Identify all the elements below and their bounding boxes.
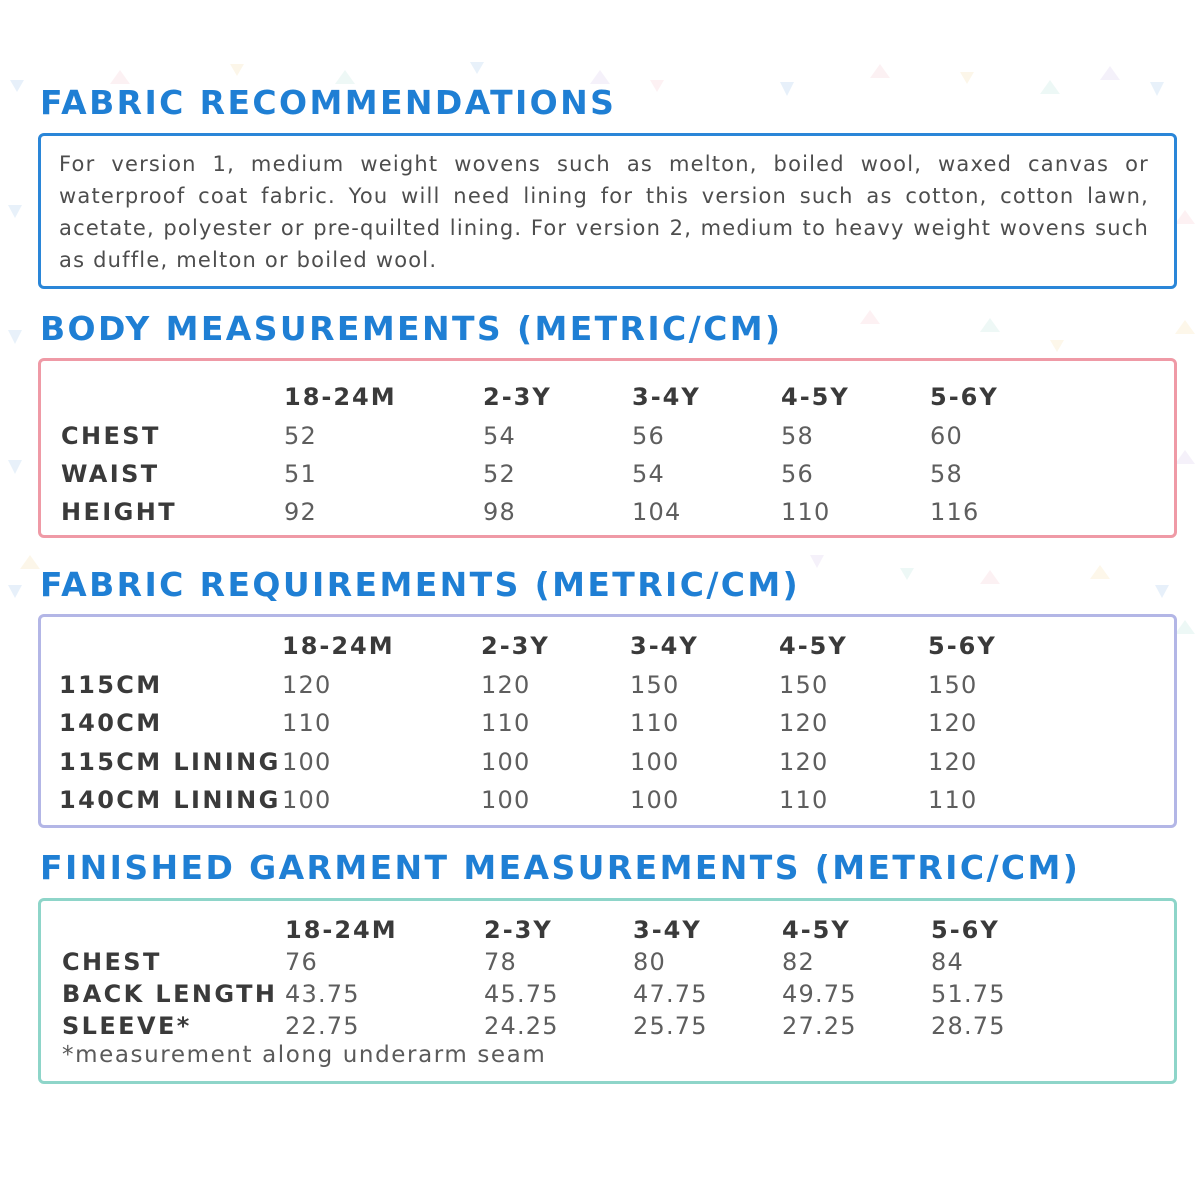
table-cell: 51.75 <box>931 980 1006 1008</box>
table-cell: 52 <box>483 460 516 488</box>
table-cell: 82 <box>782 948 815 976</box>
table-cell: 110 <box>928 786 978 814</box>
table-cell: 54 <box>483 422 516 450</box>
row-label: HEIGHT <box>61 498 177 526</box>
footnote: *measurement along underarm seam <box>62 1042 547 1068</box>
table-cell: 28.75 <box>931 1012 1006 1040</box>
table-cell: 110 <box>630 709 680 737</box>
fabric-recommendations-text: For version 1, medium weight wovens such as melton, boiled wool, waxed canvas or waterproof coat fabric. You will need lining for this version such as cotton, cotton lawn, acetate, polyester or pre-quilted lining. For version 2, medium to heavy weight wovens such as duffle, melton or boiled wool. <box>59 152 1149 272</box>
row-label: BACK LENGTH <box>62 980 278 1008</box>
column-header: 18-24M <box>282 632 395 660</box>
table-cell: 45.75 <box>484 980 559 1008</box>
table-cell: 100 <box>282 786 332 814</box>
column-header: 3-4Y <box>630 632 699 660</box>
table-cell: 24.25 <box>484 1012 559 1040</box>
table-cell: 80 <box>633 948 666 976</box>
row-label: 140CM <box>59 709 163 737</box>
column-header: 2-3Y <box>483 383 552 411</box>
column-header: 4-5Y <box>781 383 850 411</box>
table-cell: 51 <box>284 460 317 488</box>
table-cell: 100 <box>630 786 680 814</box>
table-cell: 150 <box>928 671 978 699</box>
table-cell: 100 <box>282 748 332 776</box>
table-cell: 92 <box>284 498 317 526</box>
row-label: SLEEVE* <box>62 1012 192 1040</box>
table-cell: 120 <box>779 709 829 737</box>
table-cell: 49.75 <box>782 980 857 1008</box>
fabric-recommendations-heading: FABRIC RECOMMENDATIONS <box>40 83 617 122</box>
table-cell: 110 <box>781 498 831 526</box>
table-cell: 52 <box>284 422 317 450</box>
finished-garment-table <box>38 898 1177 1084</box>
table-cell: 100 <box>481 786 531 814</box>
table-cell: 56 <box>632 422 665 450</box>
table-cell: 104 <box>632 498 682 526</box>
column-header: 18-24M <box>285 916 398 944</box>
row-label: CHEST <box>61 422 161 450</box>
table-cell: 54 <box>632 460 665 488</box>
column-header: 3-4Y <box>633 916 702 944</box>
body-measurements-heading: BODY MEASUREMENTS (METRIC/CM) <box>40 309 783 348</box>
table-cell: 56 <box>781 460 814 488</box>
table-cell: 120 <box>481 671 531 699</box>
table-cell: 116 <box>930 498 980 526</box>
table-cell: 78 <box>484 948 517 976</box>
table-cell: 58 <box>930 460 963 488</box>
finished-garment-heading: FINISHED GARMENT MEASUREMENTS (METRIC/CM) <box>40 848 1081 887</box>
column-header: 2-3Y <box>484 916 553 944</box>
table-cell: 25.75 <box>633 1012 708 1040</box>
column-header: 5-6Y <box>931 916 1000 944</box>
table-cell: 110 <box>481 709 531 737</box>
table-cell: 100 <box>481 748 531 776</box>
column-header: 5-6Y <box>928 632 997 660</box>
fabric-requirements-table <box>38 614 1177 828</box>
fabric-requirements-heading: FABRIC REQUIREMENTS (METRIC/CM) <box>40 565 801 604</box>
body-measurements-table <box>38 358 1177 538</box>
table-cell: 84 <box>931 948 964 976</box>
column-header: 5-6Y <box>930 383 999 411</box>
table-cell: 150 <box>779 671 829 699</box>
table-cell: 120 <box>282 671 332 699</box>
row-label: 115CM <box>59 671 163 699</box>
table-cell: 110 <box>282 709 332 737</box>
row-label: 140CM LINING <box>59 786 281 814</box>
table-cell: 22.75 <box>285 1012 360 1040</box>
row-label: CHEST <box>62 948 162 976</box>
table-cell: 98 <box>483 498 516 526</box>
row-label: WAIST <box>61 460 160 488</box>
table-cell: 120 <box>928 709 978 737</box>
table-cell: 110 <box>779 786 829 814</box>
column-header: 2-3Y <box>481 632 550 660</box>
table-cell: 100 <box>630 748 680 776</box>
column-header: 4-5Y <box>782 916 851 944</box>
fabric-recommendations-box <box>38 133 1177 289</box>
row-label: 115CM LINING <box>59 748 281 776</box>
column-header: 3-4Y <box>632 383 701 411</box>
table-cell: 120 <box>928 748 978 776</box>
table-cell: 150 <box>630 671 680 699</box>
table-cell: 60 <box>930 422 963 450</box>
table-cell: 58 <box>781 422 814 450</box>
table-cell: 43.75 <box>285 980 360 1008</box>
table-cell: 47.75 <box>633 980 708 1008</box>
table-cell: 76 <box>285 948 318 976</box>
column-header: 4-5Y <box>779 632 848 660</box>
table-cell: 120 <box>779 748 829 776</box>
table-cell: 27.25 <box>782 1012 857 1040</box>
column-header: 18-24M <box>284 383 397 411</box>
